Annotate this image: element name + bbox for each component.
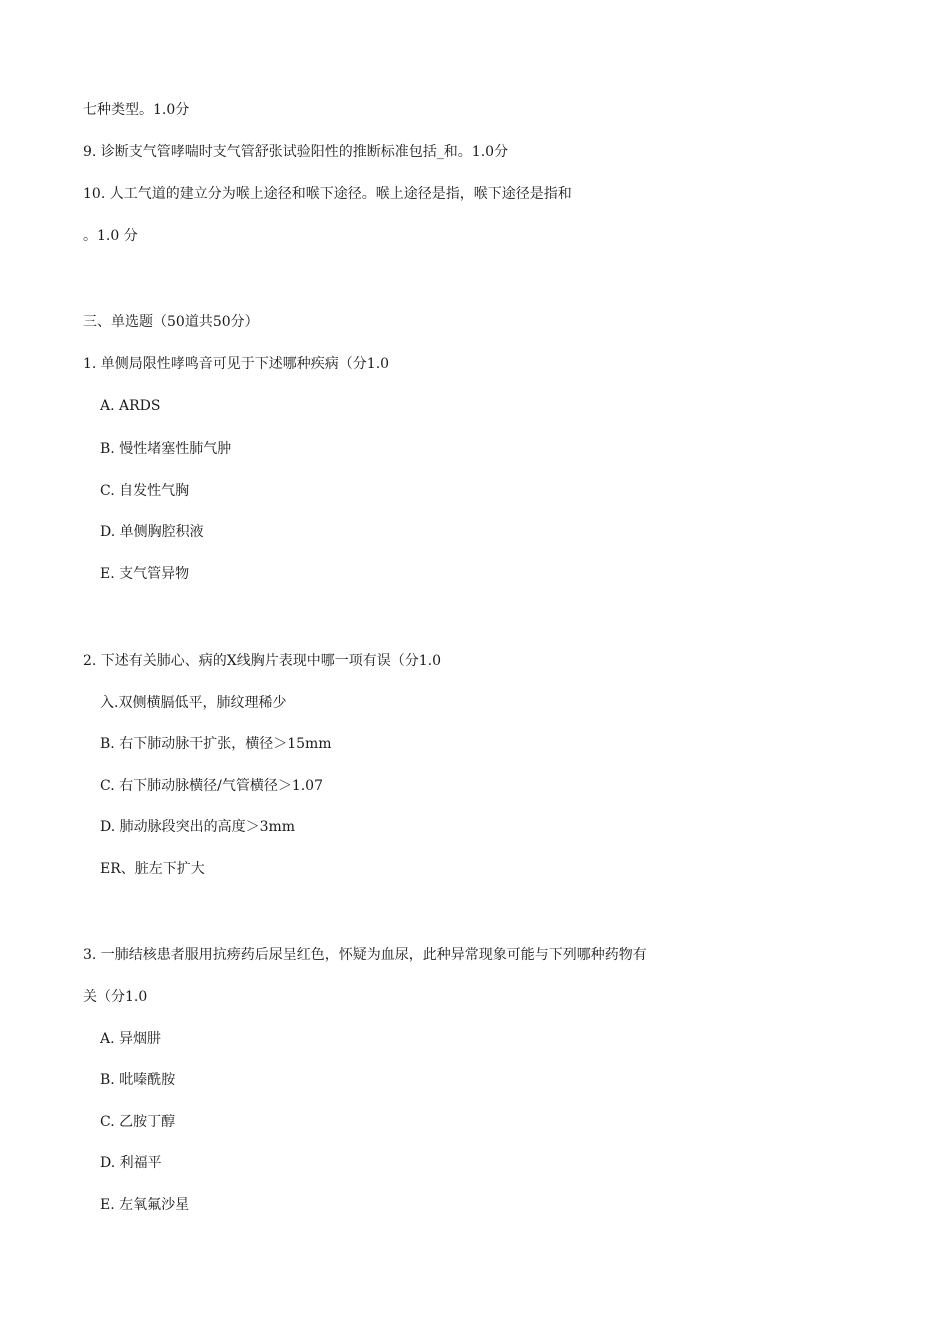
option-e: E. 左氧氟沙星	[100, 1197, 190, 1213]
option-a: A. ARDS	[100, 398, 161, 414]
option-c: C. 自发性气胸	[100, 483, 190, 499]
option-d: D. 利福平	[100, 1155, 162, 1171]
question-stem: 2. 下述有关肺心、病的X线胸片表现中哪一项有误（分1.0	[83, 653, 442, 669]
question-10-continuation: 。1.0 分	[83, 228, 138, 244]
option-c: C. 右下肺动脉横径/气管横径＞1.07	[100, 778, 324, 794]
option-b: B. 右下肺动脉干扩张，横径＞15mm	[100, 736, 332, 752]
option-e: E. 支气管异物	[100, 566, 190, 582]
option-b: B. 慢性堵塞性肺气肿	[100, 441, 232, 457]
option-d: D. 单侧胸腔积液	[100, 524, 204, 540]
question-stem-continuation: 关（分1.0	[83, 989, 148, 1005]
option-c: C. 乙胺丁醇	[100, 1114, 176, 1130]
question-9: 9. 诊断支气管哮喘时支气管舒张试验阳性的推断标准包括_和。1.0分	[83, 144, 509, 160]
question-stem: 3. 一肺结核患者服用抗痨药后尿呈红色，怀疑为血尿，此种异常现象可能与下列哪种药物有	[83, 947, 647, 963]
question-10: 10. 人工气道的建立分为喉上途径和喉下途径。喉上途径是指，喉下途径是指和	[83, 186, 572, 202]
option-d: D. 肺动脉段突出的高度＞3mm	[100, 819, 296, 835]
option-a: 入.双侧横膈低平，肺纹理稀少	[100, 695, 287, 711]
question-stem: 1. 单侧局限性哮鸣音可见于下述哪种疾病（分1.0	[83, 356, 390, 372]
section-heading: 三、单选题（50道共50分）	[83, 314, 259, 330]
text-line: 七种类型。1.0分	[83, 102, 190, 118]
option-e: ER、脏左下扩大	[100, 861, 205, 877]
option-b: B. 吡嗪酰胺	[100, 1072, 176, 1088]
option-a: A. 异烟肼	[100, 1031, 162, 1047]
